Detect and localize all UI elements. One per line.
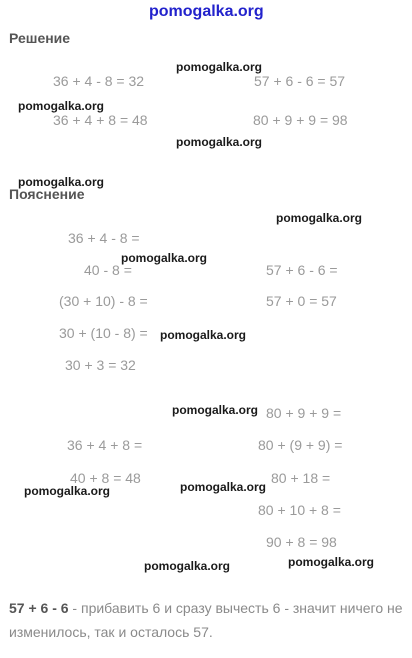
watermark: pomogalka.org [18,99,105,113]
step-d-2: 80 + (9 + 9) = [258,437,343,453]
step-a-1: 36 + 4 - 8 = [68,230,140,246]
watermark: pomogalka.org [180,480,267,494]
watermark: pomogalka.org [18,175,105,189]
watermark: pomogalka.org [121,251,208,265]
step-a-4: 30 + (10 - 8) = [59,325,148,341]
step-d-5: 90 + 8 = 98 [266,534,337,550]
watermark: pomogalka.org [176,135,263,149]
step-a-3: (30 + 10) - 8 = [59,293,148,309]
solution-heading: Решение [9,30,71,46]
solution-eq-2: 57 + 6 - 6 = 57 [254,73,346,89]
watermark: pomogalka.org [24,484,111,498]
step-d-3: 80 + 18 = [271,470,331,486]
step-d-4: 80 + 10 + 8 = [258,502,341,518]
solution-eq-1: 36 + 4 - 8 = 32 [53,73,145,89]
watermark: pomogalka.org [176,60,263,74]
note-expression: 57 + 6 - 6 [9,600,69,616]
site-title[interactable]: pomogalka.org [149,3,264,20]
watermark: pomogalka.org [288,555,375,569]
step-c-1: 36 + 4 + 8 = [67,437,143,453]
watermark: pomogalka.org [160,328,247,342]
step-a-2: 40 - 8 = [84,262,132,278]
watermark: pomogalka.org [276,211,363,225]
step-b-1: 57 + 6 - 6 = [266,262,338,278]
explanation-note [9,596,409,644]
step-d-1: 80 + 9 + 9 = [266,405,342,421]
explanation-heading: Пояснение [9,186,85,202]
step-b-2: 57 + 0 = 57 [266,293,337,309]
note-text: - прибавить 6 и сразу вычесть 6 - значит ничего не изменилось, так и осталось 57. [9,600,403,640]
solution-eq-4: 80 + 9 + 9 = 98 [253,112,348,128]
watermark: pomogalka.org [172,403,259,417]
watermark: pomogalka.org [144,559,231,573]
solution-eq-3: 36 + 4 + 8 = 48 [53,112,148,128]
step-a-5: 30 + 3 = 32 [65,357,136,373]
step-c-2: 40 + 8 = 48 [70,470,141,486]
